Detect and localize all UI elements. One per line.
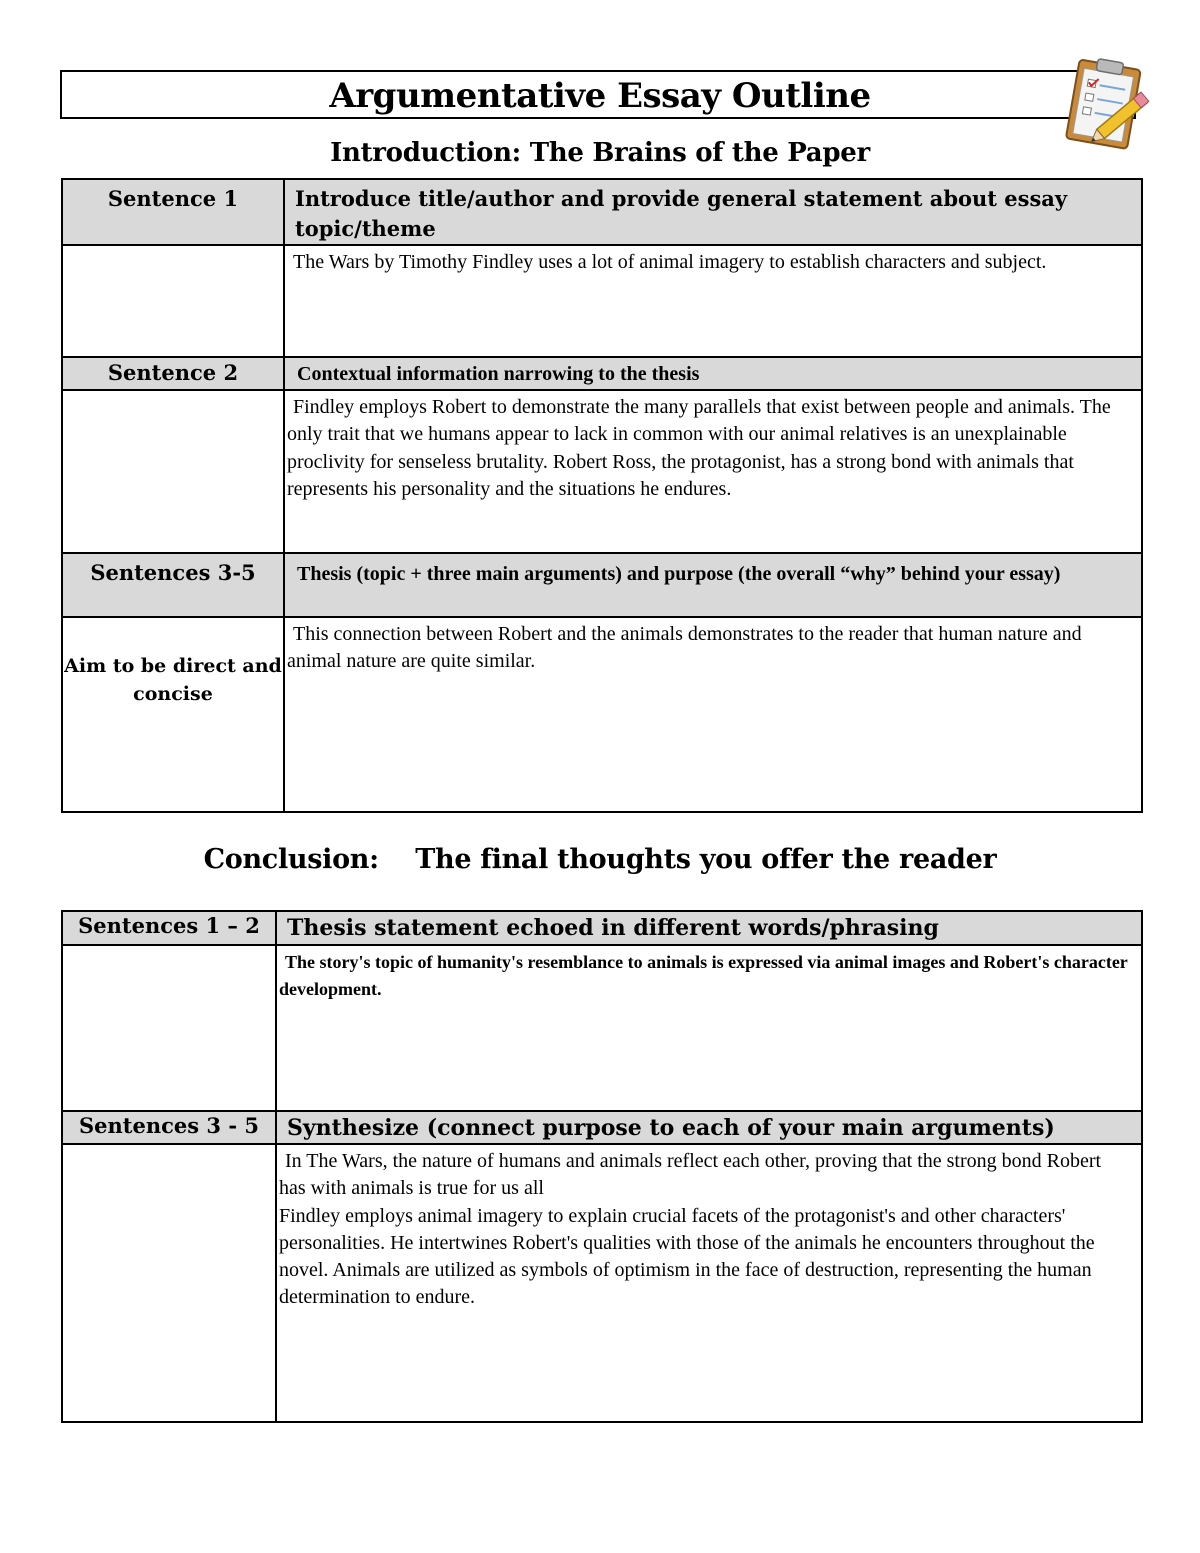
introduction-heading: Introduction: The Brains of the Paper <box>330 138 870 168</box>
concl-row-1-body <box>62 945 1142 1111</box>
response-text: In The Wars, the nature of humans and animals reflect each other, proving that the strong bond Robert has with animals is true for us all <box>279 1150 1102 1200</box>
response-text: This connection between Robert and the animals demonstrates to the reader that human nature and animal nature are quite similar. <box>287 623 1082 673</box>
intro-row-1-response <box>284 245 1142 357</box>
intro-row-2-response <box>284 390 1142 553</box>
intro-row-3-side-note: Aim to be direct and concise <box>62 617 284 812</box>
intro-row-3-label: Sentences 3-5 <box>62 553 284 617</box>
intro-row-1-side <box>62 245 284 357</box>
intro-row-3-response <box>284 617 1142 812</box>
intro-row-1-prompt: Introduce title/author and provide general statement about essay topic/theme <box>284 179 1142 245</box>
intro-row-1-header <box>62 179 1142 245</box>
response-text: The story's topic of humanity's resemblance to animals is expressed via animal images and Robert's character development. <box>279 952 1128 999</box>
concl-row-2-prompt: Synthesize (connect purpose to each of your main arguments) <box>276 1111 1142 1144</box>
introduction-table <box>61 178 1143 813</box>
concl-row-1-side <box>62 945 276 1111</box>
intro-row-1-body <box>62 245 1142 357</box>
concl-row-1-prompt: Thesis statement echoed in different words/phrasing <box>276 911 1142 945</box>
response-text: The Wars by Timothy Findley uses a lot of animal imagery to establish characters and subject. <box>293 251 1047 273</box>
response-text: Findley employs Robert to demonstrate the many parallels that exist between people and animals. The only trait that we humans appear to lack in common with our animal relatives is an unexplainable proclivity for senseless brutality. Robert Ross, the protagonist, has a strong bond with animals that represents his personality and the situations he endures. <box>287 396 1111 500</box>
concl-row-1-response <box>276 945 1142 1111</box>
conclusion-table <box>61 910 1143 1423</box>
intro-row-3-prompt: Thesis (topic + three main arguments) and purpose (the overall “why” behind your essay) <box>284 553 1142 617</box>
concl-row-2-label: Sentences 3 - 5 <box>62 1111 276 1144</box>
concl-row-2-body <box>62 1144 1142 1422</box>
intro-row-2-header <box>62 357 1142 390</box>
intro-row-1-label: Sentence 1 <box>62 179 284 245</box>
concl-row-1-label: Sentences 1 – 2 <box>62 911 276 945</box>
intro-row-2-side <box>62 390 284 553</box>
conclusion-heading: Conclusion: The final thoughts you offer the reader <box>203 844 997 875</box>
response-text: Findley employs animal imagery to explain crucial facets of the protagonist's and other characters' personalities. He intertwines Robert's qualities with those of the animals he encounters throughout the novel. Animals are utilized as symbols of optimism in the face of destruction, representing the human determination to endure. <box>279 1204 1095 1309</box>
concl-row-2-header <box>62 1111 1142 1144</box>
intro-row-2-body <box>62 390 1142 553</box>
intro-row-3-body <box>62 617 1142 812</box>
intro-row-3-header <box>62 553 1142 617</box>
concl-row-1-header <box>62 911 1142 945</box>
intro-row-2-prompt: Contextual information narrowing to the thesis <box>284 357 1142 390</box>
page-title: Argumentative Essay Outline <box>329 76 871 116</box>
concl-row-2-side <box>62 1144 276 1422</box>
intro-row-2-label: Sentence 2 <box>62 357 284 390</box>
concl-row-2-response <box>276 1144 1142 1422</box>
